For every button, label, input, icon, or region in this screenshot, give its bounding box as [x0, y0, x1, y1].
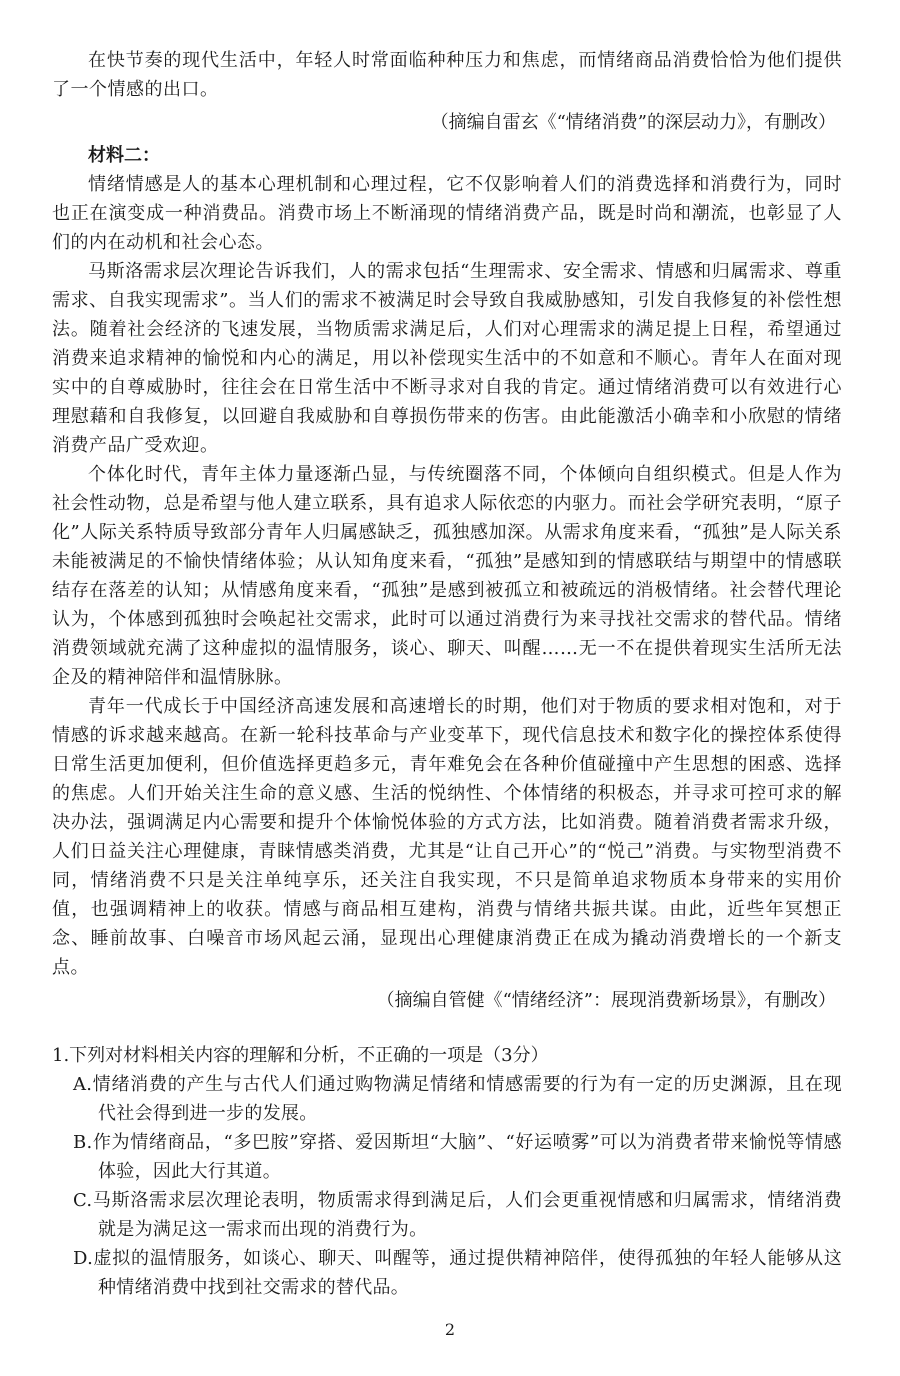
exam-page [52, 46, 842, 1302]
material-two-source: （摘编自管健《“情绪经济”：展现消费新场景》，有删改） [376, 990, 836, 1011]
option-b: B.作为情绪商品，“多巴胺”穿搭、爱因斯坦“大脑”、“好运喷雾”可以为消费者带来愉悦等情感体验，因此大行其道。 [73, 1132, 842, 1182]
material-one-closing-paragraph: 在快节奏的现代生活中，年轻人时常面临种种压力和焦虑，而情绪商品消费恰恰为他们提供了一个情感的出口。 [52, 50, 842, 100]
option-a: A.情绪消费的产生与古代人们通过购物满足情绪和情感需要的行为有一定的历史渊源，且在现代社会得到进一步的发展。 [73, 1074, 842, 1124]
material-two-paragraph: 情绪情感是人的基本心理机制和心理过程，它不仅影响着人们的消费选择和消费行为，同时也正在演变成一种消费品。消费市场上不断涌现的情绪消费产品，既是时尚和潮流，也彰显了人们的内在动机和社会心态。 [52, 174, 842, 253]
question-one [52, 1041, 842, 1302]
option-d: D.虚拟的温情服务，如谈心、聊天、叫醒等，通过提供精神陪伴，使得孤独的年轻人能够从这种情绪消费中找到社交需求的替代品。 [73, 1248, 842, 1298]
material-one-source: （摘编自雷玄《“情绪消费”的深层动力》，有删改） [430, 112, 836, 133]
option-c: C.马斯洛需求层次理论表明，物质需求得到满足后，人们会更重视情感和归属需求，情绪消费就是为满足这一需求而出现的消费行为。 [73, 1190, 842, 1240]
material-two-paragraph: 个体化时代，青年主体力量逐渐凸显，与传统圈落不同，个体倾向自组织模式。但是人作为社会性动物，总是希望与他人建立联系，具有追求人际依恋的内驱力。而社会学研究表明，“原子化”人际关系特质导致部分青年人归属感缺乏，孤独感加深。从需求角度来看，“孤独”是人际关系未能被满足的不愉快情绪体验；从认知角度来看，“孤独”是感知到的情感联结与期望中的情感联结存在落差的认知；从情感角度来看，“孤独”是感到被孤立和被疏远的消极情绪。社会替代理论认为，个体感到孤独时会唤起社交需求，此时可以通过消费行为来寻找社交需求的替代品。情绪消费领域就充满了这种虚拟的温情服务，谈心、聊天、叫醒……无一不在提供着现实生活所无法企及的精神陪伴和温情脉脉。 [52, 464, 842, 688]
material-two-heading: 材料二： [88, 145, 160, 166]
material-two-paragraph: 青年一代成长于中国经济高速发展和高速增长的时期，他们对于物质的要求相对饱和，对于情感的诉求越来越高。在新一轮科技革命与产业变革下，现代信息技术和数字化的操控体系使得日常生活更加便利，但价值选择更趋多元，青年难免会在各种价值碰撞中产生思想的困惑、选择的焦虑。人们开始关注生命的意义感、生活的悦纳性、个体情绪的积极态，并寻求可控可求的解决办法，强调满足内心需要和提升个体愉悦体验的方式方法，比如消费。随着消费者需求升级，人们日益关注心理健康，青睐情感类消费，尤其是“让自己开心”的“悦己”消费。与实物型消费不同，情绪消费不只是关注单纯享乐，还关注自我实现，不只是简单追求物质本身带来的实用价值，也强调精神上的收获。情感与商品相互建构，消费与情绪共振共谋。由此，近些年冥想正念、睡前故事、白噪音市场风起云涌，显现出心理健康消费正在成为撬动消费增长的一个新支点。 [52, 696, 842, 978]
page-number: 2 [444, 1320, 456, 1339]
material-two-paragraph: 马斯洛需求层次理论告诉我们，人的需求包括“生理需求、安全需求、情感和归属需求、尊重需求、自我实现需求”。当人们的需求不被满足时会导致自我威胁感知，引发自我修复的补偿性想法。随着社会经济的飞速发展，当物质需求满足后，人们对心理需求的满足提上日程，希望通过消费来追求精神的愉悦和内心的满足，用以补偿现实生活中的不如意和不顺心。青年人在面对现实中的自尊威胁时，往往会在日常生活中不断寻求对自我的肯定。通过情绪消费可以有效进行心理慰藉和自我修复，以回避自我威胁和自尊损伤带来的伤害。由此能激活小确幸和小欣慰的情绪消费产品广受欢迎。 [52, 261, 842, 456]
question-stem: 1.下列对材料相关内容的理解和分析，不正确的一项是（3分） [52, 1045, 549, 1066]
